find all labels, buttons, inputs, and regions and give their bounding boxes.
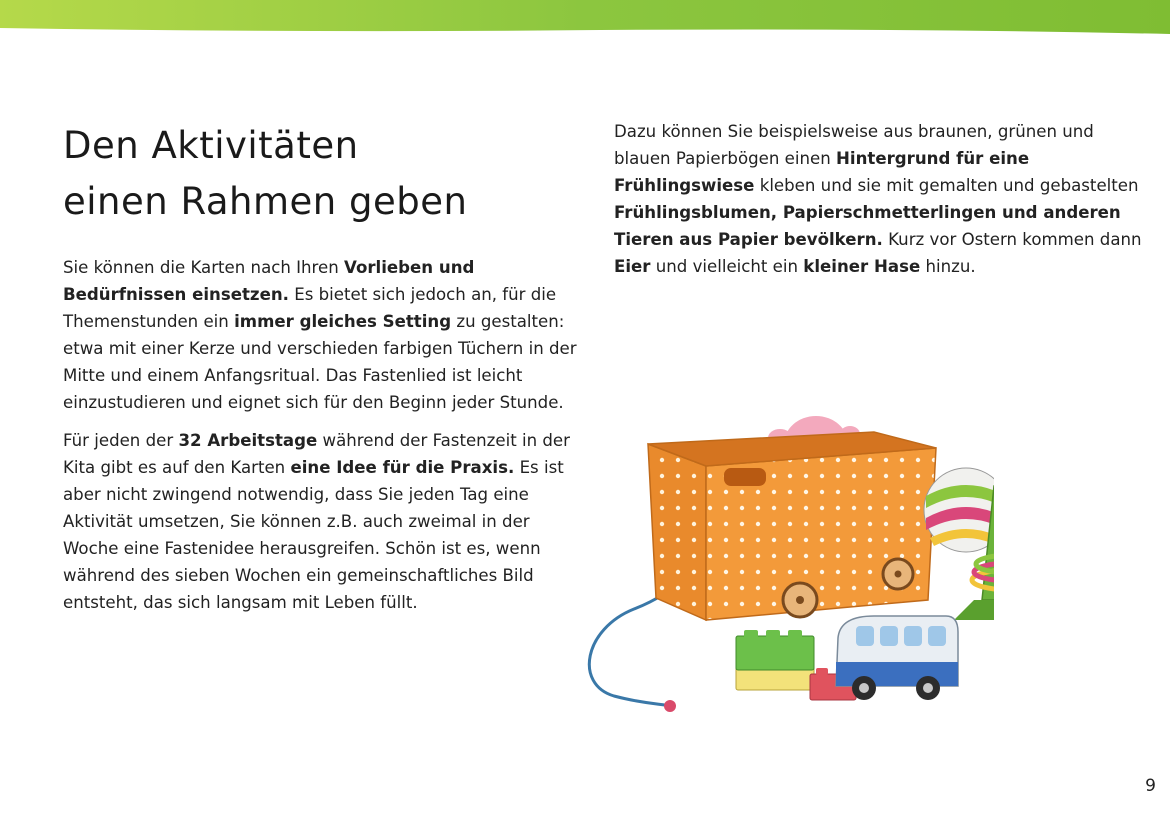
string-bead — [664, 700, 676, 712]
text-run: kleben und sie mit gemalten und gebastelten — [754, 176, 1139, 195]
bold-run: kleiner Hase — [803, 257, 921, 276]
text-run: Es ist aber nicht zwingend notwendig, dass Sie jeden Tag eine Aktivität umsetzen, Sie können z.B. auch zweimal in der Woche eine Fastenidee herausgreifen. Schön ist es, wenn während des sieben Wochen ein gemeinschaftliches Bild entsteht, das sich langsam mit Leben füllt. — [63, 458, 564, 612]
bold-run: 32 Arbeitstage — [178, 431, 318, 450]
title-line-1: Den Aktivitäten — [63, 124, 359, 167]
bold-run: Hintergrund für eine Frühlingswiese — [614, 149, 1030, 195]
paragraph-workdays — [63, 427, 583, 616]
text-run: während der Fastenzeit in der Kita gibt es auf den Karten — [63, 431, 570, 477]
text-run: Sie können die Karten nach Ihren — [63, 258, 345, 277]
bold-run: Vorlieben und Bedürfnissen einsetzen. — [63, 258, 475, 304]
page-title — [63, 118, 467, 230]
paragraph-spring-meadow — [614, 118, 1144, 280]
text-run: Kurz vor Ostern kommen dann — [882, 230, 1142, 249]
paragraph-settings — [63, 254, 583, 416]
bold-run: eine Idee für die Praxis. — [290, 458, 515, 477]
text-run: Für jeden der — [63, 431, 179, 450]
text-run: zu gestalten: etwa mit einer Kerze und verschieden farbigen Tüchern in der Mitte und einem Anfangsritual. Das Fastenlied ist leicht einzustudieren und eignet sich für den Beginn jeder Stunde. — [63, 312, 577, 412]
bold-run: Eier — [614, 257, 651, 276]
text-run: und vielleicht ein — [650, 257, 804, 276]
right-text-column — [614, 118, 1144, 280]
toy-bus — [836, 616, 958, 700]
title-line-2: einen Rahmen geben — [63, 180, 468, 223]
dotted-toy-box — [648, 432, 936, 620]
toys-illustration — [574, 404, 994, 724]
bold-run: Frühlingsblumen, Papierschmetterlingen und anderen Tieren aus Papier bevölkern. — [614, 203, 1121, 249]
text-run: Es bietet sich jedoch an, für die Themenstunden ein — [63, 285, 557, 331]
text-run: hinzu. — [920, 257, 976, 276]
bold-run: immer gleiches Setting — [234, 312, 452, 331]
left-text-column — [63, 254, 583, 616]
text-run: Dazu können Sie beispielsweise aus braunen, grünen und blauen Papierbögen einen — [614, 122, 1094, 168]
top-green-band — [0, 0, 1170, 34]
page-number: 9 — [1145, 776, 1156, 796]
